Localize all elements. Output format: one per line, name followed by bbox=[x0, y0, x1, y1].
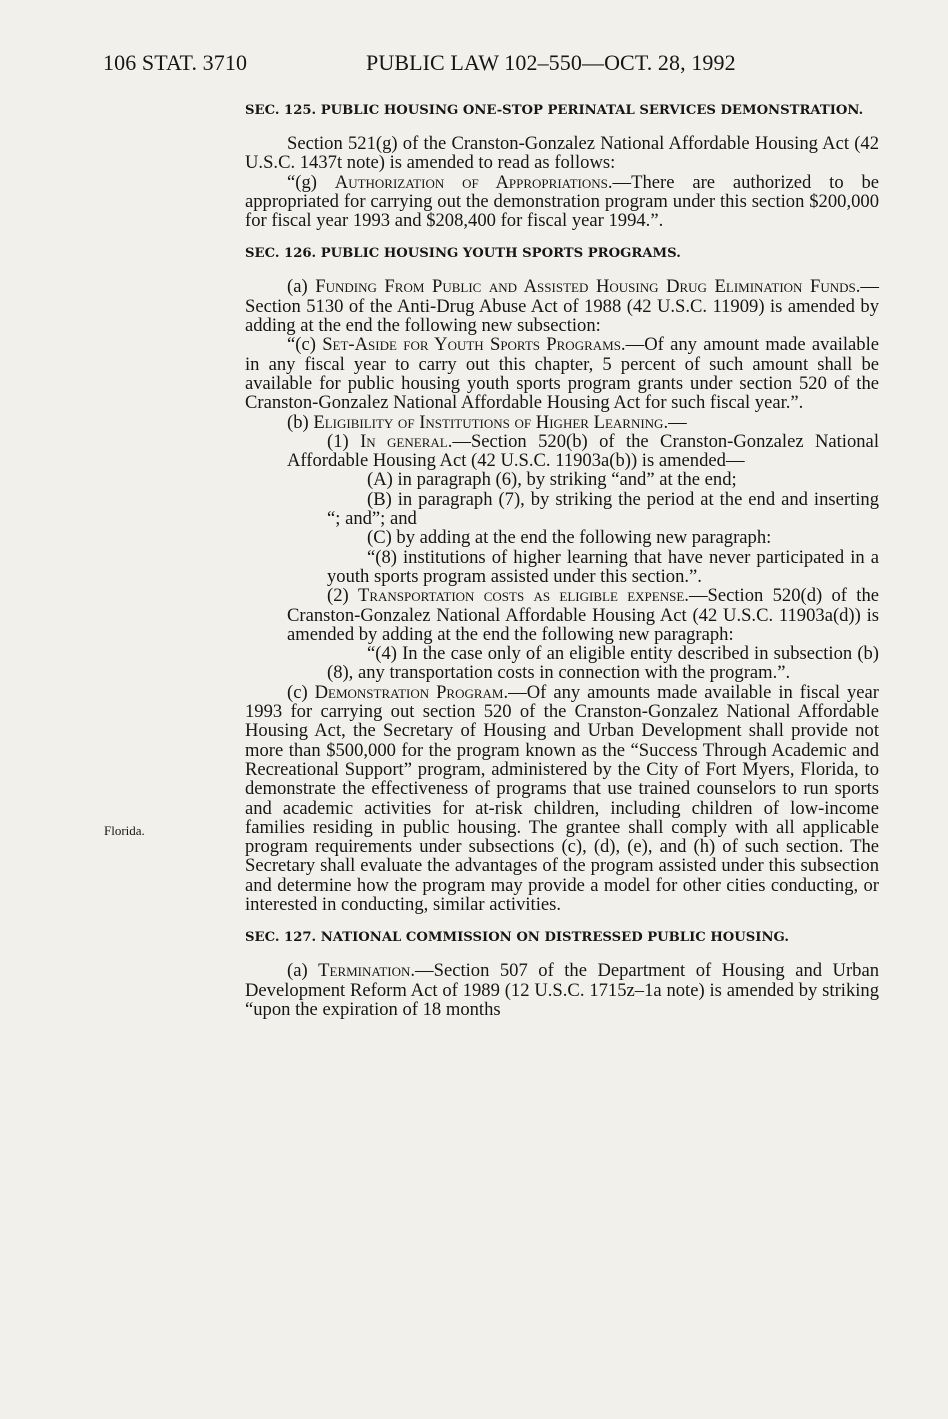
paragraph bbox=[245, 683, 879, 915]
section-heading-127: SEC. 127. NATIONAL COMMISSION ON DISTRESSED PUBLIC HOUSING. bbox=[245, 930, 789, 946]
paragraph-text: —Section 507 of the Department of Housing and Urban Development Reform Act of 1989 (12 U.S.C. 1715z–1a note) is amended by striking “upon the expiration of 18 months bbox=[245, 960, 880, 1020]
paragraph-lead: (a) bbox=[287, 276, 316, 298]
paragraph-text: —There are authorized to be appropriated for carrying out the demonstration program under this section $200,000 for fiscal year 1993 and $208,400 for fiscal year 1994.”. bbox=[245, 171, 879, 232]
subparagraph: (C) by adding at the end the following new paragraph: bbox=[367, 527, 772, 549]
paragraph-caption: Funding From Public and Assisted Housing Drug Elimination Funds. bbox=[315, 276, 861, 298]
section-heading-125: SEC. 125. PUBLIC HOUSING ONE-STOP PERINATAL SERVICES DEMONSTRATION. bbox=[245, 103, 864, 118]
paragraph bbox=[245, 173, 879, 231]
paragraph bbox=[245, 335, 879, 412]
paragraph-text: —Of any amount made available in any fiscal year to carry out this chapter, 5 percent of such amount shall be available for public housing youth sports program grants under section 520 of the Cranston-Gonzalez National Affordable Housing Act for such fiscal year.”. bbox=[245, 334, 880, 414]
document-body bbox=[245, 102, 879, 1019]
paragraph-text: —Of any amounts made available in fiscal year 1993 for carrying out section 520 of the Cranston-Gonzalez National Affordable Housing Act, the Secretary of Housing and Urban Development shall provide not more than $500,000 for the program known as the “Success Through Academic and Recreational Support” program, administered by the City of Fort Myers, Florida, to demonstrate the effectiveness of programs that use trained counselors to run sports and academic activities for at-risk children, including children of low-income families residing in public housing. The grantee shall comply with all applicable program requirements under subsections (c), (d), (e), and (h) of such section. The Secretary shall evaluate the advantages of the program assisted under this subsection and determine how the program may provide a model for other cities conducting, or interested in conducting, similar activities. bbox=[245, 681, 879, 915]
paragraph-lead: “(c) bbox=[287, 334, 323, 356]
paragraph-text: —Section 520(b) of the Cranston-Gonzalez National Affordable Housing Act (42 U.S.C. 11903a(b)) is amended— bbox=[287, 430, 879, 472]
paragraph bbox=[245, 413, 879, 432]
paragraph-caption: Authorization of Appropriations. bbox=[334, 171, 613, 193]
paragraph-lead: (a) bbox=[287, 960, 319, 982]
stat-reference: 106 STAT. 3710 bbox=[103, 50, 248, 75]
paragraph-caption: Demonstration Program. bbox=[314, 681, 509, 703]
paragraph-text: —Section 5130 of the Anti-Drug Abuse Act of 1988 (42 U.S.C. 11909) is amended by adding at the end the following new subsection: bbox=[245, 276, 879, 337]
paragraph-text: —Section 520(d) of the Cranston-Gonzalez National Affordable Housing Act (42 U.S.C. 11903a(d)) is amended by adding at the end the following new paragraph: bbox=[287, 585, 879, 645]
paragraph-caption: In general. bbox=[360, 430, 453, 452]
paragraph-lead: (c) bbox=[287, 681, 315, 703]
subparagraph: “(8) institutions of higher learning that have never participated in a youth sports program assisted under this section.”. bbox=[327, 546, 879, 587]
subparagraph: (B) in paragraph (7), by striking the period at the end and inserting “; and”; and bbox=[327, 488, 879, 530]
paragraph-caption: Termination. bbox=[318, 960, 416, 982]
paragraph-lead: (2) bbox=[327, 585, 358, 607]
section-heading-126: SEC. 126. PUBLIC HOUSING YOUTH SPORTS PROGRAMS. bbox=[245, 246, 681, 262]
paragraph-lead: (1) bbox=[327, 430, 361, 452]
paragraph bbox=[245, 586, 879, 644]
paragraph bbox=[245, 277, 879, 335]
paragraph bbox=[245, 961, 879, 1019]
paragraph-caption: Set-Aside for Youth Sports Programs. bbox=[322, 334, 626, 356]
subparagraph: (A) in paragraph (6), by striking “and” at the end; bbox=[367, 469, 737, 491]
paragraph-text: — bbox=[668, 411, 687, 433]
paragraph-lead: “(g) bbox=[287, 171, 335, 193]
subparagraph: “(4) In the case only of an eligible entity described in subsection (b)(8), any transportation costs in connection with the program.”. bbox=[327, 643, 879, 684]
paragraph: Section 521(g) of the Cranston-Gonzalez National Affordable Housing Act (42 U.S.C. 1437t note) is amended to read as follows: bbox=[245, 133, 879, 174]
margin-note: Florida. bbox=[104, 823, 145, 838]
paragraph-lead: (b) bbox=[287, 411, 314, 433]
public-law-reference: PUBLIC LAW 102–550—OCT. 28, 1992 bbox=[366, 50, 736, 75]
paragraph bbox=[245, 432, 879, 471]
paragraph-caption: Eligibility of Institutions of Higher Learning. bbox=[313, 411, 669, 433]
paragraph-caption: Transportation costs as eligible expense. bbox=[358, 585, 689, 607]
